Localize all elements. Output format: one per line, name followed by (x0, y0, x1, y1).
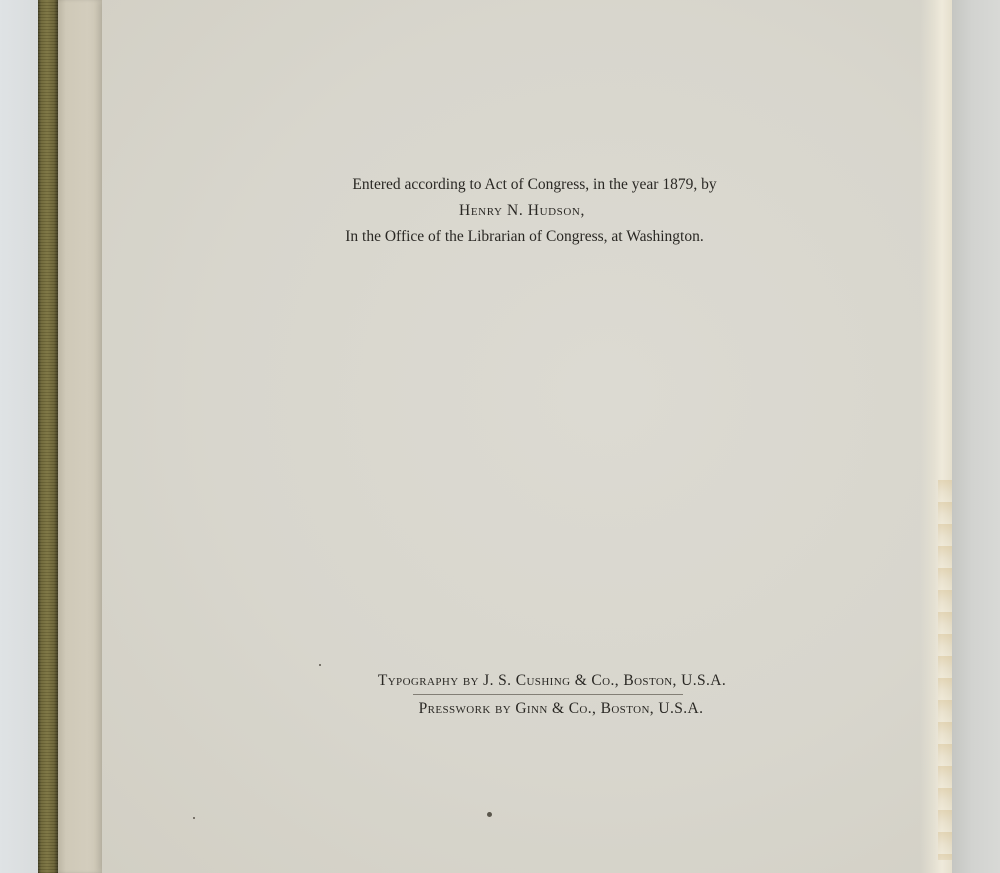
copyright-office-line: In the Office of the Librarian of Congress, at Washington. (345, 228, 704, 245)
presswork-credit: Presswork by Ginn & Co., Boston, U.S.A. (418, 700, 704, 717)
endpaper (58, 0, 106, 873)
ink-speck (487, 812, 492, 817)
ink-speck (319, 664, 321, 666)
copyright-notice (102, 172, 942, 250)
copyright-line: Entered according to Act of Congress, in the year 1879, by (352, 176, 717, 193)
divider-rule (413, 694, 683, 695)
ink-speck (193, 817, 195, 819)
book-page (102, 0, 942, 873)
printers-imprint (102, 668, 942, 723)
book-spine (38, 0, 58, 873)
author-name: Henry N. Hudson, (459, 202, 585, 219)
typography-credit: Typography by J. S. Cushing & Co., Boston, U.S.A. (377, 672, 727, 689)
page-edge (920, 0, 952, 873)
backdrop (952, 0, 1000, 873)
